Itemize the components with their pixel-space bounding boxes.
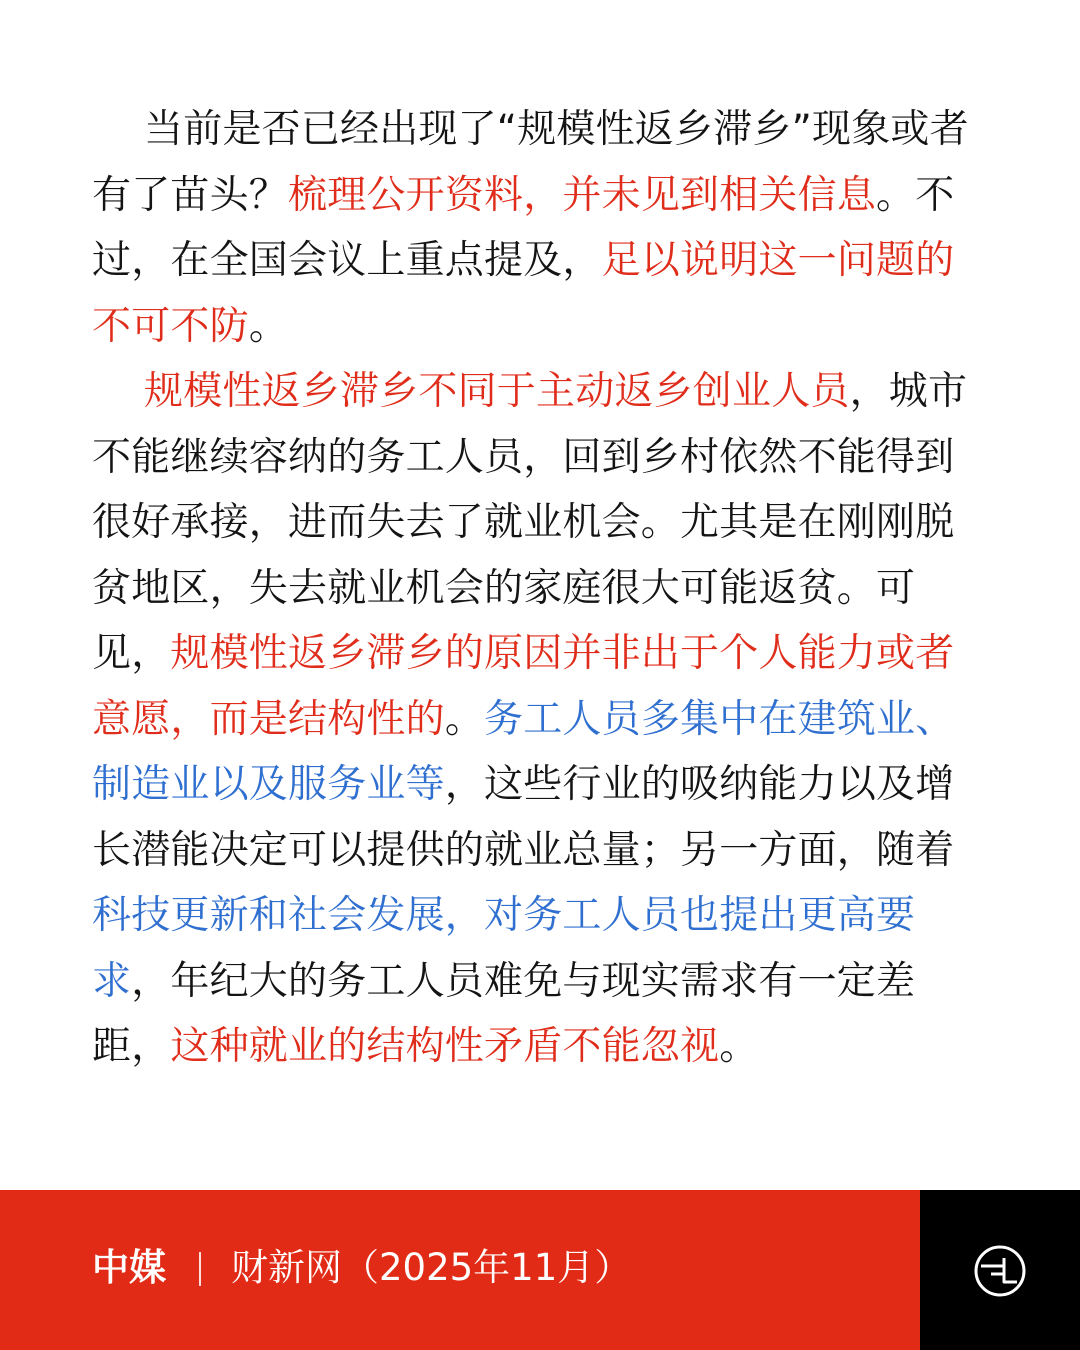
text-segment: ，年纪大的务工人员难免与现实需求有一定差距，: [92, 958, 916, 1069]
footer-divider: [199, 1252, 201, 1286]
text-segment: 。: [248, 303, 289, 349]
highlight-blue: 科技更新和社会发展，对务工人员也提出更高要求: [92, 893, 916, 1004]
highlight-blue: 务工人员多集中在建筑业、制造业以及服务业等: [92, 696, 955, 807]
circle-emblem-icon: [973, 1244, 1027, 1298]
highlight-red: 足以说明这一问题的不可不防: [92, 238, 955, 349]
highlight-red: 规模性返乡滞乡的原因并非出于个人能力或者意愿，而是结构性的: [92, 631, 955, 742]
paragraph-1: [92, 97, 988, 359]
footer-brand: 中媒: [92, 1246, 166, 1289]
article-body: [92, 97, 988, 1080]
paragraph-2: [92, 359, 988, 1080]
footer-black-panel: [920, 1190, 1080, 1350]
highlight-red: 梳理公开资料，并未见到相关信息: [288, 172, 877, 218]
text-segment: 当前是否已经出现了“规模性返乡滞乡”现象或者有了苗头？: [92, 107, 969, 218]
text-segment: ，城市不能继续容纳的务工人员，回到乡村依然不能得到很好承接，进而失去了就业机会。尤其是在刚刚脱贫地区，失去就业机会的家庭很大可能返贫。可见，: [92, 369, 968, 676]
footer-source: 财新网（2025年11月）: [231, 1246, 632, 1289]
text-segment: 。: [444, 696, 485, 742]
footer-bar: [0, 1190, 1080, 1350]
highlight-red: 这种就业的结构性矛盾不能忽视: [170, 1024, 720, 1069]
footer-red-panel: [0, 1190, 920, 1350]
text-segment: 。: [719, 1024, 759, 1069]
text-segment: 。不过，在全国会议上重点提及，: [92, 172, 955, 283]
highlight-red: 规模性返乡滞乡不同于主动返乡创业人员: [144, 369, 850, 414]
text-segment: ，这些行业的吸纳能力以及增长潜能决定可以提供的就业总量；另一方面，随着: [92, 762, 955, 873]
